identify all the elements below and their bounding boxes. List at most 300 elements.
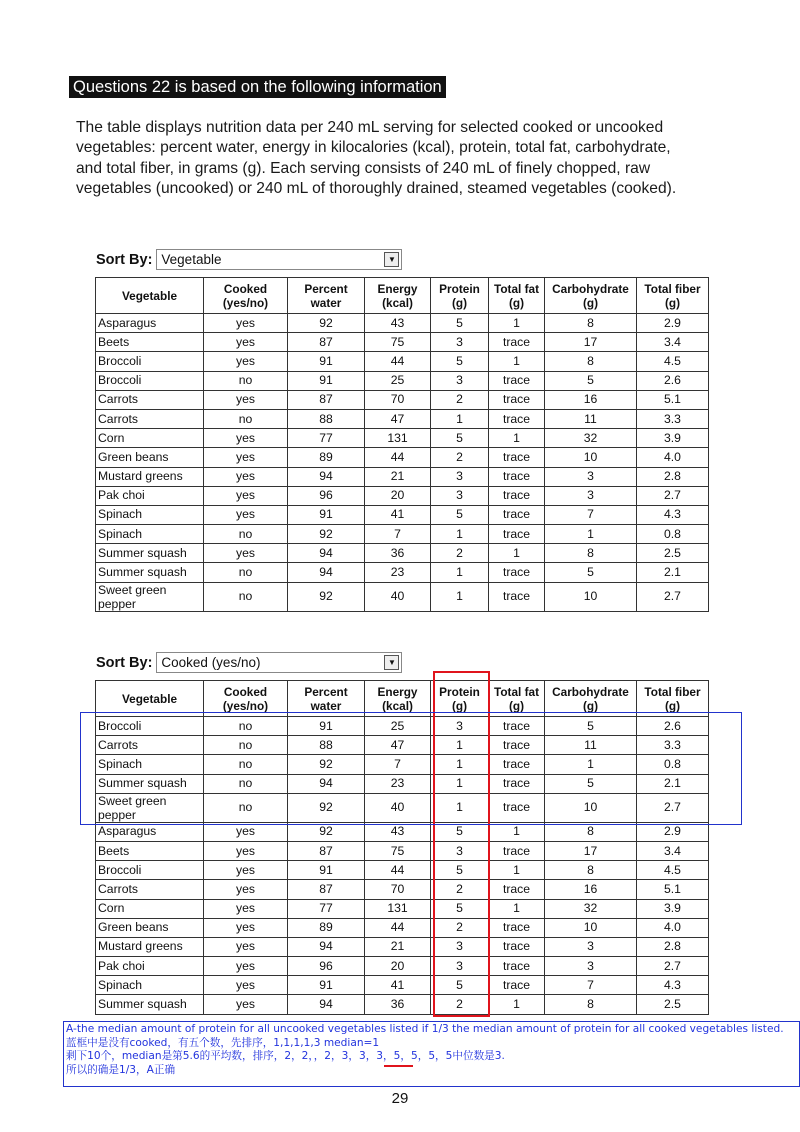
table-cell: 11 xyxy=(545,409,637,428)
chevron-down-icon[interactable]: ▼ xyxy=(384,252,399,267)
table-cell: 20 xyxy=(365,957,431,976)
table-cell: 77 xyxy=(288,899,365,918)
table-cell: 5 xyxy=(431,314,489,333)
table-cell: no xyxy=(204,563,288,582)
column-header: Protein (g) xyxy=(431,278,489,314)
question-banner: Questions 22 is based on the following information xyxy=(69,76,446,98)
note-line: A-the median amount of protein for all uncooked vegetables listed if 1/3 the median amount of protein for all cooked vegetables listed. xyxy=(66,1023,784,1035)
table-cell: yes xyxy=(204,976,288,995)
intro-text: The table displays nutrition data per 240 mL serving for selected cooked or uncooked vegetables: percent water, energy in kilocalories (kcal), protein, total fat, carbohydrate, and total fiber, in grams (g). Each serving consists of 240 mL of finely chopped, raw vegetables (uncooked) or 240 mL of thoroughly drained, steamed vegetables (cooked). xyxy=(76,119,677,198)
table-cell: 2 xyxy=(431,880,489,899)
table-cell: 3.3 xyxy=(637,736,709,755)
table-cell: 89 xyxy=(288,448,365,467)
table-cell: 16 xyxy=(545,880,637,899)
table-row xyxy=(96,333,709,352)
table-cell: no xyxy=(204,755,288,774)
sort-label: Sort By: xyxy=(96,654,153,671)
table-cell: 87 xyxy=(288,390,365,409)
table-cell: no xyxy=(204,774,288,793)
table-cell: yes xyxy=(204,448,288,467)
table-row xyxy=(96,544,709,563)
table-cell: 5 xyxy=(431,429,489,448)
table-row xyxy=(96,352,709,371)
table-cell: trace xyxy=(489,841,545,860)
table-cell: 40 xyxy=(365,793,431,822)
table-cell: 40 xyxy=(365,582,431,611)
table-row xyxy=(96,563,709,582)
column-header: Percent water xyxy=(288,681,365,717)
table-cell: 47 xyxy=(365,736,431,755)
vegetable-cell: Beets xyxy=(96,841,204,860)
vegetable-cell: Beets xyxy=(96,333,204,352)
column-header: Total fat (g) xyxy=(489,278,545,314)
table-cell: 96 xyxy=(288,486,365,505)
column-header: Vegetable xyxy=(96,681,204,717)
table-cell: 70 xyxy=(365,880,431,899)
table-cell: 92 xyxy=(288,793,365,822)
table-cell: 5 xyxy=(431,352,489,371)
vegetable-cell: Spinach xyxy=(96,505,204,524)
vegetable-cell: Carrots xyxy=(96,390,204,409)
table-cell: 8 xyxy=(545,822,637,841)
table-cell: 3.4 xyxy=(637,841,709,860)
table-cell: trace xyxy=(489,793,545,822)
table-cell: 23 xyxy=(365,774,431,793)
table-cell: 1 xyxy=(431,582,489,611)
table-cell: 2.9 xyxy=(637,822,709,841)
table-cell: 8 xyxy=(545,995,637,1014)
table-row xyxy=(96,525,709,544)
table-cell: 44 xyxy=(365,861,431,880)
table-cell: yes xyxy=(204,841,288,860)
table-cell: trace xyxy=(489,736,545,755)
vegetable-cell: Green beans xyxy=(96,448,204,467)
table-cell: 2 xyxy=(431,448,489,467)
table-cell: 1 xyxy=(489,995,545,1014)
column-header: Energy (kcal) xyxy=(365,681,431,717)
table-cell: yes xyxy=(204,822,288,841)
table-header xyxy=(96,278,709,314)
table-cell: 91 xyxy=(288,371,365,390)
vegetable-cell: Summer squash xyxy=(96,563,204,582)
column-header: Cooked (yes/no) xyxy=(204,278,288,314)
vegetable-cell: Broccoli xyxy=(96,352,204,371)
table-cell: 91 xyxy=(288,861,365,880)
sort-select-value: Vegetable xyxy=(161,252,222,267)
table-cell: 0.8 xyxy=(637,755,709,774)
table-cell: 2.9 xyxy=(637,314,709,333)
table-cell: 3.9 xyxy=(637,899,709,918)
table-cell: yes xyxy=(204,544,288,563)
table-cell: 11 xyxy=(545,736,637,755)
red-underline xyxy=(384,1065,413,1067)
table-cell: 21 xyxy=(365,467,431,486)
table-cell: 92 xyxy=(288,314,365,333)
table-cell: trace xyxy=(489,774,545,793)
table-cell: trace xyxy=(489,371,545,390)
table-cell: 131 xyxy=(365,429,431,448)
table-cell: 5 xyxy=(545,774,637,793)
vegetable-cell: Carrots xyxy=(96,880,204,899)
table-cell: 1 xyxy=(545,525,637,544)
table-cell: 1 xyxy=(489,899,545,918)
table-cell: 3 xyxy=(545,937,637,956)
table-cell: trace xyxy=(489,505,545,524)
table-row xyxy=(96,486,709,505)
table-cell: 4.5 xyxy=(637,861,709,880)
table-cell: yes xyxy=(204,314,288,333)
table-cell: 2.1 xyxy=(637,774,709,793)
page-number: 29 xyxy=(391,1090,409,1107)
table-cell: trace xyxy=(489,976,545,995)
table-cell: 1 xyxy=(489,861,545,880)
table-cell: 92 xyxy=(288,582,365,611)
table-cell: 44 xyxy=(365,352,431,371)
table-cell: 3 xyxy=(431,957,489,976)
note-line: 蓝框中是没有cooked，有五个数，先排序，1,1,1,1,3 median=1 xyxy=(66,1036,380,1049)
table-cell: 4.5 xyxy=(637,352,709,371)
vegetable-cell: Corn xyxy=(96,899,204,918)
table-cell: yes xyxy=(204,957,288,976)
table-cell: trace xyxy=(489,486,545,505)
table-cell: 3 xyxy=(431,333,489,352)
sort-select[interactable] xyxy=(156,652,402,673)
vegetable-cell: Broccoli xyxy=(96,861,204,880)
column-header: Total fiber (g) xyxy=(637,278,709,314)
table-cell: 2.7 xyxy=(637,582,709,611)
table-cell: trace xyxy=(489,563,545,582)
table-cell: 2 xyxy=(431,390,489,409)
table-cell: 2.6 xyxy=(637,717,709,736)
table-cell: 94 xyxy=(288,937,365,956)
table-cell: 5 xyxy=(545,371,637,390)
table-cell: trace xyxy=(489,937,545,956)
table-row xyxy=(96,448,709,467)
table-cell: 75 xyxy=(365,841,431,860)
vegetable-cell: Carrots xyxy=(96,409,204,428)
table-cell: 87 xyxy=(288,333,365,352)
table-cell: 2.6 xyxy=(637,371,709,390)
vegetable-cell: Sweet green pepper xyxy=(96,582,204,611)
table-cell: 91 xyxy=(288,352,365,371)
table-cell: 92 xyxy=(288,822,365,841)
vegetable-cell: Broccoli xyxy=(96,371,204,390)
table-cell: 89 xyxy=(288,918,365,937)
table-cell: yes xyxy=(204,861,288,880)
table-cell: 92 xyxy=(288,755,365,774)
table-cell: yes xyxy=(204,467,288,486)
table-cell: trace xyxy=(489,918,545,937)
table-row xyxy=(96,429,709,448)
table-cell: yes xyxy=(204,918,288,937)
vegetable-cell: Summer squash xyxy=(96,544,204,563)
table-cell: 88 xyxy=(288,736,365,755)
table-cell: 3 xyxy=(545,486,637,505)
table-cell: 4.0 xyxy=(637,918,709,937)
table-cell: yes xyxy=(204,899,288,918)
table-cell: 43 xyxy=(365,314,431,333)
column-header: Total fiber (g) xyxy=(637,681,709,717)
column-header: Total fat (g) xyxy=(489,681,545,717)
table-cell: 7 xyxy=(365,755,431,774)
table-cell: 2.1 xyxy=(637,563,709,582)
table-cell: 92 xyxy=(288,525,365,544)
table-cell: 2.8 xyxy=(637,937,709,956)
table-cell: 17 xyxy=(545,333,637,352)
table-cell: no xyxy=(204,582,288,611)
table-cell: yes xyxy=(204,880,288,899)
table-cell: trace xyxy=(489,880,545,899)
table-row xyxy=(96,937,709,956)
table-cell: 3 xyxy=(431,841,489,860)
table-cell: 3 xyxy=(431,371,489,390)
table-cell: 5 xyxy=(431,861,489,880)
table-cell: yes xyxy=(204,390,288,409)
table-cell: 70 xyxy=(365,390,431,409)
table-cell: 5 xyxy=(431,899,489,918)
table-cell: 7 xyxy=(545,976,637,995)
table-cell: yes xyxy=(204,505,288,524)
column-header: Cooked (yes/no) xyxy=(204,681,288,717)
table-cell: 87 xyxy=(288,880,365,899)
table-cell: 8 xyxy=(545,861,637,880)
table-cell: 3 xyxy=(431,717,489,736)
table-cell: 2.7 xyxy=(637,957,709,976)
table-row xyxy=(96,880,709,899)
vegetable-cell: Asparagus xyxy=(96,822,204,841)
table-row xyxy=(96,841,709,860)
table-cell: 16 xyxy=(545,390,637,409)
column-header: Carbohydrate (g) xyxy=(545,278,637,314)
table-cell: 1 xyxy=(431,525,489,544)
table-cell: trace xyxy=(489,582,545,611)
table-cell: 23 xyxy=(365,563,431,582)
column-header: Percent water xyxy=(288,278,365,314)
table-cell: trace xyxy=(489,755,545,774)
sort-label: Sort By: xyxy=(96,251,153,268)
table-cell: no xyxy=(204,371,288,390)
table-row xyxy=(96,467,709,486)
table-cell: 91 xyxy=(288,717,365,736)
table-cell: 36 xyxy=(365,544,431,563)
vegetable-cell: Summer squash xyxy=(96,774,204,793)
table-cell: 1 xyxy=(431,755,489,774)
table-cell: 1 xyxy=(489,429,545,448)
table-cell: 5 xyxy=(431,976,489,995)
table-cell: 96 xyxy=(288,957,365,976)
annotation-note xyxy=(63,1021,800,1087)
table-cell: 2 xyxy=(431,544,489,563)
table-cell: 8 xyxy=(545,544,637,563)
table-cell: 10 xyxy=(545,793,637,822)
table-cell: 1 xyxy=(431,736,489,755)
table-cell: no xyxy=(204,717,288,736)
table-cell: 87 xyxy=(288,841,365,860)
vegetable-cell: Pak choi xyxy=(96,486,204,505)
table-row xyxy=(96,582,709,611)
table-cell: 5.1 xyxy=(637,390,709,409)
table-cell: 25 xyxy=(365,717,431,736)
vegetable-cell: Summer squash xyxy=(96,995,204,1014)
table-row xyxy=(96,957,709,976)
vegetable-cell: Green beans xyxy=(96,918,204,937)
table-row xyxy=(96,409,709,428)
table-cell: 5.1 xyxy=(637,880,709,899)
table-cell: 1 xyxy=(431,793,489,822)
table-cell: 0.8 xyxy=(637,525,709,544)
table-cell: 8 xyxy=(545,352,637,371)
table-cell: 41 xyxy=(365,976,431,995)
sort-select[interactable] xyxy=(156,249,402,270)
table-row xyxy=(96,390,709,409)
table-cell: no xyxy=(204,409,288,428)
table-cell: 1 xyxy=(431,774,489,793)
note-line: 剩下10个，median是第5.6的平均数，排序，2，2，，2，3，3，3，5，5，5，5中位数是3. xyxy=(66,1050,505,1063)
table-cell: yes xyxy=(204,429,288,448)
table-cell: 2.8 xyxy=(637,467,709,486)
table-cell: yes xyxy=(204,486,288,505)
table-cell: trace xyxy=(489,409,545,428)
table-cell: 5 xyxy=(431,505,489,524)
table-cell: 2.7 xyxy=(637,486,709,505)
table-cell: 2.7 xyxy=(637,793,709,822)
table-cell: 10 xyxy=(545,448,637,467)
table-cell: 3.4 xyxy=(637,333,709,352)
table-cell: 2.5 xyxy=(637,995,709,1014)
vegetable-cell: Sweet green pepper xyxy=(96,793,204,822)
table-cell: no xyxy=(204,736,288,755)
table-cell: 3 xyxy=(431,486,489,505)
table-cell: 94 xyxy=(288,995,365,1014)
table-cell: 43 xyxy=(365,822,431,841)
table-cell: 3 xyxy=(545,467,637,486)
vegetable-cell: Spinach xyxy=(96,976,204,995)
table-cell: 20 xyxy=(365,486,431,505)
table-row xyxy=(96,371,709,390)
table-cell: 5 xyxy=(545,563,637,582)
table-cell: 1 xyxy=(545,755,637,774)
table-cell: 32 xyxy=(545,429,637,448)
table-cell: 2 xyxy=(431,995,489,1014)
table-cell: 94 xyxy=(288,467,365,486)
table-row xyxy=(96,995,709,1014)
note-line: 所以的确是1/3，A正确 xyxy=(66,1063,176,1076)
vegetable-cell: Spinach xyxy=(96,525,204,544)
vegetable-cell: Pak choi xyxy=(96,957,204,976)
table-cell: 3.3 xyxy=(637,409,709,428)
table-row xyxy=(96,976,709,995)
vegetable-cell: Broccoli xyxy=(96,717,204,736)
table-row xyxy=(96,918,709,937)
table-cell: no xyxy=(204,793,288,822)
vegetable-cell: Spinach xyxy=(96,755,204,774)
table-cell: 36 xyxy=(365,995,431,1014)
table-cell: 1 xyxy=(489,314,545,333)
table-cell: trace xyxy=(489,448,545,467)
table-cell: 77 xyxy=(288,429,365,448)
table-cell: 44 xyxy=(365,448,431,467)
table-cell: 94 xyxy=(288,544,365,563)
column-header: Vegetable xyxy=(96,278,204,314)
table-row xyxy=(96,899,709,918)
table-cell: 4.3 xyxy=(637,505,709,524)
table-cell: 94 xyxy=(288,774,365,793)
column-header: Energy (kcal) xyxy=(365,278,431,314)
table-cell: 32 xyxy=(545,899,637,918)
table-cell: 1 xyxy=(431,409,489,428)
table-cell: yes xyxy=(204,333,288,352)
table-cell: yes xyxy=(204,995,288,1014)
sort-bar-2 xyxy=(96,652,402,673)
table-cell: 44 xyxy=(365,918,431,937)
table-cell: 8 xyxy=(545,314,637,333)
table-cell: 1 xyxy=(489,352,545,371)
table-cell: 7 xyxy=(365,525,431,544)
table-cell: 25 xyxy=(365,371,431,390)
chevron-down-icon[interactable]: ▼ xyxy=(384,655,399,670)
table-cell: 1 xyxy=(431,563,489,582)
table-cell: trace xyxy=(489,957,545,976)
table-cell: yes xyxy=(204,937,288,956)
nutrition-table-by-vegetable xyxy=(95,277,709,612)
sort-select-value: Cooked (yes/no) xyxy=(161,655,261,670)
table-cell: trace xyxy=(489,525,545,544)
table-cell: 10 xyxy=(545,582,637,611)
table-cell: trace xyxy=(489,467,545,486)
table-cell: 3 xyxy=(431,467,489,486)
vegetable-cell: Mustard greens xyxy=(96,467,204,486)
table-cell: 5 xyxy=(545,717,637,736)
vegetable-cell: Mustard greens xyxy=(96,937,204,956)
table-cell: yes xyxy=(204,352,288,371)
vegetable-cell: Corn xyxy=(96,429,204,448)
table-cell: 131 xyxy=(365,899,431,918)
table-cell: no xyxy=(204,525,288,544)
table-cell: 91 xyxy=(288,976,365,995)
table-cell: 88 xyxy=(288,409,365,428)
vegetable-cell: Asparagus xyxy=(96,314,204,333)
table-cell: 47 xyxy=(365,409,431,428)
column-header: Protein (g) xyxy=(431,681,489,717)
table-cell: 94 xyxy=(288,563,365,582)
table-row xyxy=(96,505,709,524)
table-row xyxy=(96,861,709,880)
table-cell: 4.0 xyxy=(637,448,709,467)
table-cell: 10 xyxy=(545,918,637,937)
table-cell: 17 xyxy=(545,841,637,860)
table-cell: 75 xyxy=(365,333,431,352)
column-header: Carbohydrate (g) xyxy=(545,681,637,717)
table-cell: 2.5 xyxy=(637,544,709,563)
table-cell: 21 xyxy=(365,937,431,956)
table-cell: trace xyxy=(489,717,545,736)
table-cell: 5 xyxy=(431,822,489,841)
table-cell: 3 xyxy=(545,957,637,976)
table-cell: 4.3 xyxy=(637,976,709,995)
table-cell: 3.9 xyxy=(637,429,709,448)
table-cell: 2 xyxy=(431,918,489,937)
table-row xyxy=(96,822,709,841)
table-cell: 41 xyxy=(365,505,431,524)
uncooked-rows-highlight xyxy=(80,712,742,825)
table-cell: 7 xyxy=(545,505,637,524)
table-cell: 1 xyxy=(489,544,545,563)
table-cell: trace xyxy=(489,333,545,352)
vegetable-cell: Carrots xyxy=(96,736,204,755)
sort-bar-1 xyxy=(96,249,402,270)
table-cell: 91 xyxy=(288,505,365,524)
table-cell: trace xyxy=(489,390,545,409)
